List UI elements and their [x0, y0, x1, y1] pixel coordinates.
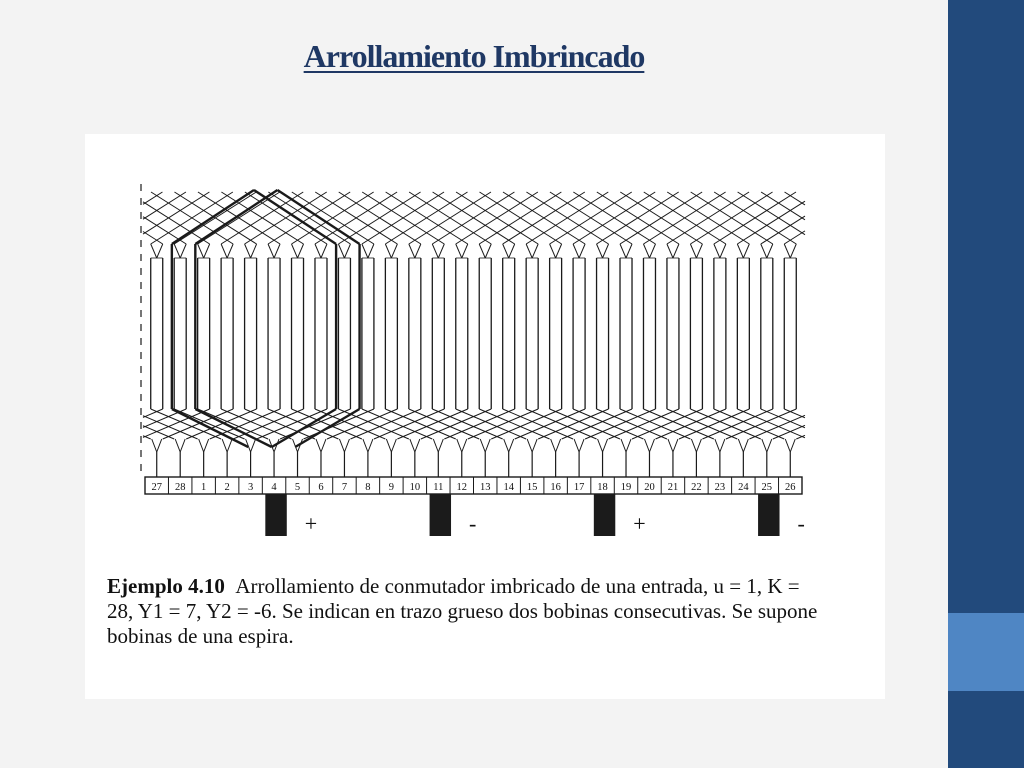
commutator-label: 5 — [294, 482, 301, 493]
caption-text-2: 28, Y1 = 7, Y2 = -6. Se indican en trazo grueso dos bobinas consecutivas. Se supone — [107, 599, 818, 623]
slot-top — [597, 244, 603, 258]
commutator-neck — [504, 439, 509, 452]
brush-sign: - — [797, 511, 805, 536]
slot-top — [456, 244, 462, 258]
commutator-label: 20 — [644, 482, 655, 493]
commutator-neck — [649, 439, 654, 452]
slot-top — [292, 244, 298, 258]
commutator-neck — [438, 439, 443, 452]
slot-top — [368, 244, 374, 258]
slot-top — [643, 244, 649, 258]
commutator-neck — [621, 439, 626, 452]
highlighted-coil — [277, 190, 359, 244]
slot-top — [503, 244, 509, 258]
commutator-neck — [556, 439, 561, 452]
slot-top — [579, 244, 585, 258]
commutator-label: 23 — [714, 482, 726, 493]
commutator-label: 13 — [479, 482, 491, 493]
right-accent-block — [948, 613, 1024, 691]
commutator-label: 28 — [174, 482, 186, 493]
caption-text-3: bobinas de una espira. — [107, 624, 294, 648]
commutator-label: 27 — [151, 482, 162, 493]
brush-sign: + — [633, 511, 646, 536]
commutator-neck — [485, 439, 490, 452]
slot-top — [198, 244, 204, 258]
brush-sign: - — [469, 511, 477, 536]
commutator-neck — [603, 439, 608, 452]
slot-top — [550, 244, 556, 258]
commutator-label: 6 — [318, 482, 324, 493]
commutator-neck — [551, 439, 556, 452]
slot-top — [556, 244, 562, 258]
slot-top — [362, 244, 368, 258]
commutator-neck — [790, 439, 795, 452]
slot-top — [344, 244, 350, 258]
commutator-neck — [222, 439, 227, 452]
commutator-neck — [767, 439, 772, 452]
caption-line-1 — [107, 574, 877, 599]
slot-top — [321, 244, 327, 258]
commutator-label: 24 — [738, 482, 749, 493]
commutator-label: 17 — [573, 482, 585, 493]
commutator-label: 21 — [667, 482, 679, 493]
commutator-neck — [480, 439, 485, 452]
commutator-neck — [696, 439, 701, 452]
commutator-neck — [532, 439, 537, 452]
commutator-neck — [457, 439, 462, 452]
slot-top — [690, 244, 696, 258]
slot-top — [603, 244, 609, 258]
slot-top — [790, 244, 796, 258]
commutator-neck — [738, 439, 743, 452]
commutator-neck — [720, 439, 725, 452]
commutator-neck — [410, 439, 415, 452]
commutator-label: 8 — [365, 482, 371, 493]
commutator-neck — [598, 439, 603, 452]
commutator-label: 25 — [761, 482, 773, 493]
commutator-label: 4 — [271, 482, 277, 493]
slot-top — [174, 244, 180, 258]
commutator-neck — [157, 439, 162, 452]
commutator-label: 15 — [526, 482, 538, 493]
commutator-neck — [321, 439, 326, 452]
figure-caption — [107, 574, 877, 649]
commutator-neck — [391, 439, 396, 452]
commutator-label: 14 — [503, 482, 514, 493]
commutator-neck — [368, 439, 373, 452]
slot-top — [274, 244, 280, 258]
commutator-neck — [574, 439, 579, 452]
caption-label: Ejemplo 4.10 — [107, 574, 225, 598]
brush-sign: + — [304, 511, 318, 536]
commutator-neck — [227, 439, 232, 452]
slot-top — [151, 244, 157, 258]
slot-top — [221, 244, 227, 258]
commutator-neck — [579, 439, 584, 452]
commutator-label: 11 — [433, 482, 444, 493]
slot-top — [462, 244, 468, 258]
commutator-neck — [363, 439, 368, 452]
commutator-neck — [386, 439, 391, 452]
brush — [430, 494, 451, 536]
commutator-neck — [762, 439, 767, 452]
slot-top — [204, 244, 210, 258]
commutator-label: 18 — [597, 482, 608, 493]
commutator-neck — [673, 439, 678, 452]
bottom-connection — [143, 426, 174, 439]
slot-top — [479, 244, 485, 258]
commutator-label: 9 — [388, 482, 394, 493]
commutator-neck — [199, 439, 204, 452]
slot-top — [409, 244, 415, 258]
commutator-neck — [527, 439, 532, 452]
commutator-neck — [785, 439, 790, 452]
slot-top — [526, 244, 532, 258]
slot-top — [626, 244, 632, 258]
slot-top — [737, 244, 743, 258]
slot-top — [432, 244, 438, 258]
slot-top — [180, 244, 186, 258]
winding-lines — [141, 184, 805, 477]
commutator-neck — [344, 439, 349, 452]
commutator-neck — [339, 439, 344, 452]
slot-top — [245, 244, 251, 258]
brush — [265, 494, 286, 536]
slot-top — [509, 244, 515, 258]
commutator-neck — [626, 439, 631, 452]
slot-top — [315, 244, 321, 258]
slot-top — [761, 244, 767, 258]
commutator-label: 12 — [456, 482, 468, 493]
commutator-neck — [715, 439, 720, 452]
figure-scan — [85, 134, 885, 699]
commutator-label: 16 — [550, 482, 561, 493]
slot-top — [532, 244, 538, 258]
slot-top — [298, 244, 304, 258]
slot-top — [720, 244, 726, 258]
top-connection — [143, 192, 162, 204]
slot-top — [714, 244, 720, 258]
commutator-neck — [509, 439, 514, 452]
slot-top — [673, 244, 679, 258]
commutator-label: 1 — [201, 482, 207, 493]
slot-top — [268, 244, 274, 258]
commutator-neck — [462, 439, 467, 452]
slot-top — [784, 244, 790, 258]
commutator-label: 10 — [409, 482, 421, 493]
commutator-neck — [316, 439, 321, 452]
commutator-neck — [204, 439, 209, 452]
commutator-neck — [415, 439, 420, 452]
slot-top — [385, 244, 391, 258]
commutator — [145, 477, 802, 494]
commutator-neck — [251, 439, 256, 452]
winding-diagram — [85, 134, 885, 564]
commutator-label: 7 — [341, 482, 348, 493]
brushes — [265, 494, 805, 536]
commutator-neck — [691, 439, 696, 452]
slot-top — [696, 244, 702, 258]
commutator-neck — [180, 439, 185, 452]
slot-top — [620, 244, 626, 258]
commutator-neck — [668, 439, 673, 452]
slot-top — [649, 244, 655, 258]
commutator-neck — [433, 439, 438, 452]
slot-top — [391, 244, 397, 258]
slot-top — [743, 244, 749, 258]
commutator-neck — [175, 439, 180, 452]
slot-top — [573, 244, 579, 258]
brush — [758, 494, 779, 536]
commutator-neck — [743, 439, 748, 452]
slot-top — [157, 244, 163, 258]
commutator-label: 3 — [247, 482, 254, 493]
slot-top — [415, 244, 421, 258]
top-connection — [785, 192, 805, 205]
commutator-label: 26 — [785, 482, 796, 493]
commutator-label: 2 — [224, 482, 230, 493]
slot-top — [485, 244, 491, 258]
caption-text-1: Arrollamiento de conmutador imbricado de una entrada, u = 1, K = — [235, 574, 800, 598]
slot-top — [227, 244, 233, 258]
commutator-label: 22 — [691, 482, 702, 493]
slot-top — [667, 244, 673, 258]
commutator-neck — [644, 439, 649, 452]
slide-title: Arrollamiento Imbrincado — [303, 38, 645, 74]
brush — [594, 494, 615, 536]
commutator-neck — [152, 439, 157, 452]
slot-top — [251, 244, 257, 258]
slot-top — [338, 244, 344, 258]
slot-top — [767, 244, 773, 258]
commutator-label: 19 — [620, 482, 632, 493]
slot-top — [438, 244, 444, 258]
